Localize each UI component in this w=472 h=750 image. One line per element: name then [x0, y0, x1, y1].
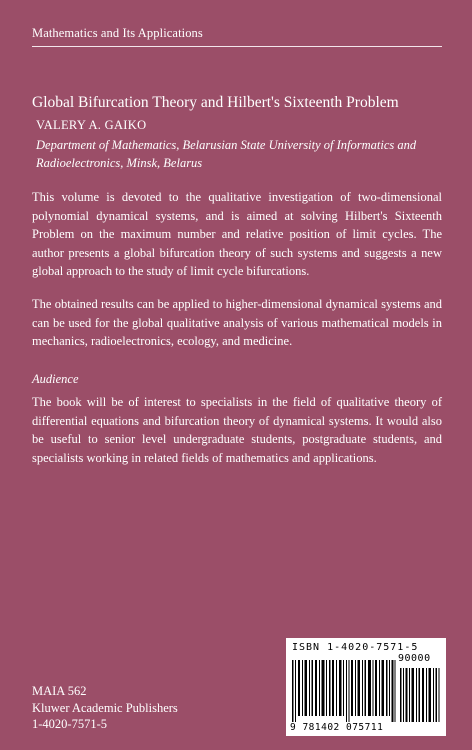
- barcode-addon-number: 90000: [398, 653, 431, 664]
- header-rule: [32, 46, 442, 47]
- barcode-label: [286, 638, 446, 736]
- description-paragraph-1: This volume is devoted to the qualitative investigation of two-dimensional polynomial dynamical systems, and is aimed at solving Hilbert's Sixteenth Problem on the maximum number and relative position of limit cycles. The author presents a global bifurcation theory of such systems and suggests a new global approach to the study of limit cycle bifurcations.: [32, 190, 442, 279]
- publisher-name: Kluwer Academic Publishers: [32, 700, 178, 715]
- author-name: VALERY A. GAIKO: [36, 118, 147, 132]
- book-title: Global Bifurcation Theory and Hilbert's Sixteenth Problem: [32, 94, 399, 111]
- audience-heading: Audience: [32, 372, 79, 386]
- imprint-block: [32, 683, 178, 733]
- imprint-isbn: 1-4020-7571-5: [32, 717, 107, 731]
- series-number: MAIA 562: [32, 684, 87, 698]
- affiliation-line-2: Radioelectronics, Minsk, Belarus: [36, 156, 203, 170]
- barcode-isbn-text: ISBN 1-4020-7571-5: [292, 642, 419, 653]
- audience-paragraph: The book will be of interest to specialists in the field of qualitative theory of differential equations and bifurcation theory of dynamical systems. It would also be useful to senior level undergraduate students, postgraduate students, and specialists working in related fields of mathematics and applications.: [32, 395, 442, 465]
- barcode-ean-number: 9 781402 075711: [290, 722, 384, 733]
- series-name: Mathematics and Its Applications: [32, 26, 203, 40]
- affiliation-line-1: Department of Mathematics, Belarusian State University of Informatics and: [36, 138, 417, 152]
- description-paragraph-2: The obtained results can be applied to higher-dimensional dynamical systems and can be used for the global qualitative analysis of various mathematical models in mechanics, radioelectronics, ecology, and medicine.: [32, 297, 442, 349]
- barcode-icon: [290, 656, 442, 722]
- author-affiliation: [36, 136, 446, 172]
